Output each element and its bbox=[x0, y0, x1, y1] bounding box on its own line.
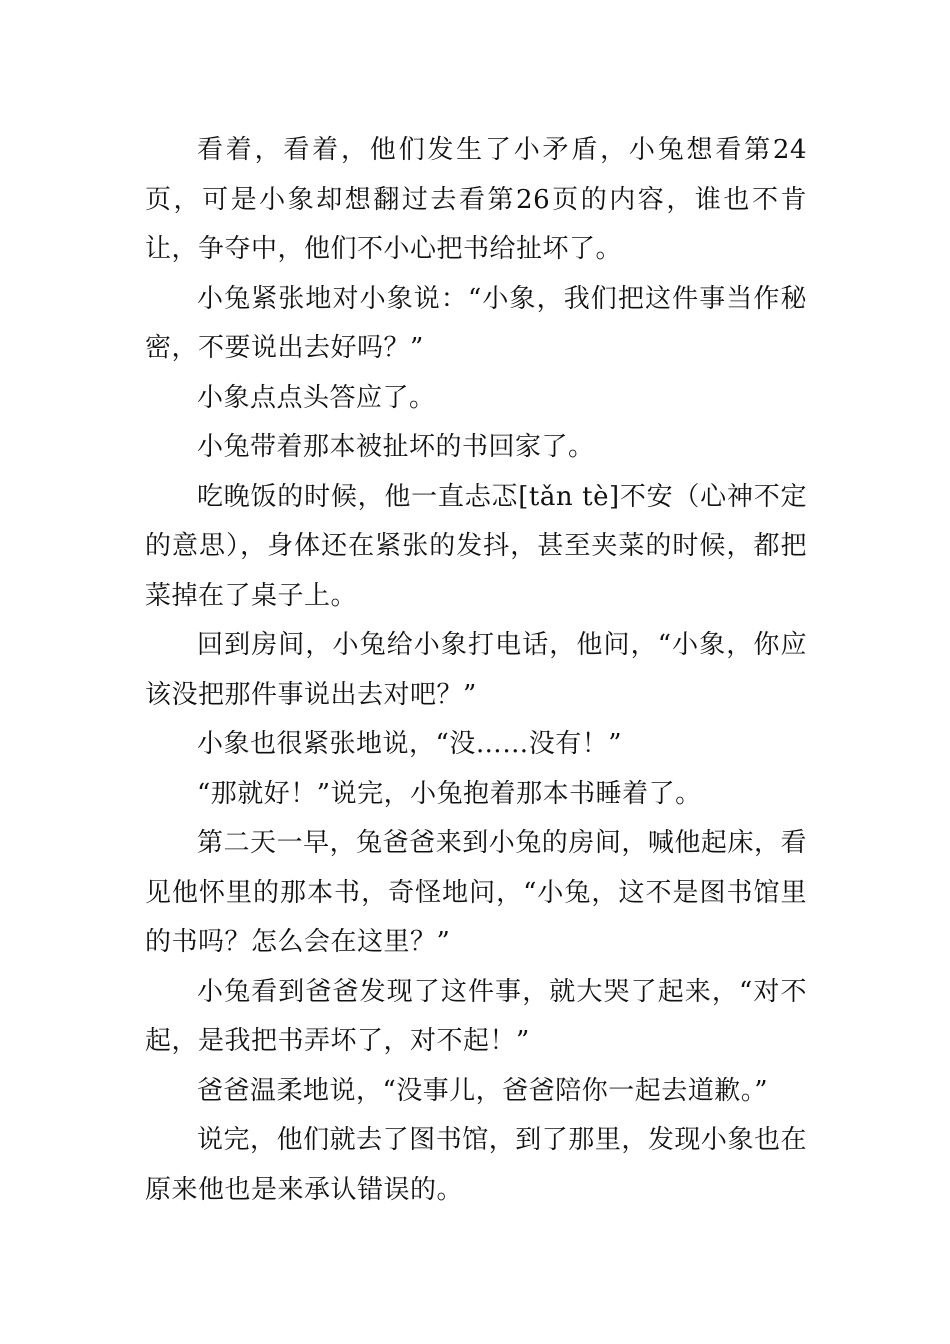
paragraph: 第二天一早，兔爸爸来到小兔的房间，喊他起床，看见他怀里的那本书，奇怪地问，“小兔，这不是图书馆里的书吗？怎么会在这里？” bbox=[145, 828, 807, 957]
story-body bbox=[145, 126, 807, 1215]
paragraph: 回到房间，小兔给小象打电话，他问，“小象，你应该没把那件事说出去对吧？” bbox=[145, 630, 807, 710]
paragraph: 看着，看着，他们发生了小矛盾，小兔想看第24页，可是小象却想翻过去看第26页的内容，谁也不肯让，争夺中，他们不小心把书给扯坏了。 bbox=[145, 135, 807, 264]
paragraph: 吃晚饭的时候，他一直忐忑[tǎn tè]不安（心神不定的意思），身体还在紧张的发抖，甚至夹菜的时候，都把菜掉在了桌子上。 bbox=[145, 481, 807, 611]
paragraph: 小兔带着那本被扯坏的书回家了。 bbox=[197, 432, 595, 462]
paragraph: “那就好！”说完，小兔抱着那本书睡着了。 bbox=[197, 778, 702, 809]
paragraph: 小兔看到爸爸发现了这件事，就大哭了起来，“对不起，是我把书弄坏了，对不起！” bbox=[145, 976, 807, 1056]
paragraph: 小象点点头答应了。 bbox=[197, 382, 436, 413]
paragraph: 小象也很紧张地说，“没……没有！” bbox=[197, 729, 623, 759]
paragraph: 说完，他们就去了图书馆，到了那里，发现小象也在原来他也是来承认错误的。 bbox=[145, 1125, 807, 1205]
paragraph: 爸爸温柔地说，“没事儿，爸爸陪你一起去道歉。” bbox=[197, 1075, 769, 1106]
paragraph: 小兔紧张地对小象说：“小象，我们把这件事当作秘密，不要说出去好吗？” bbox=[145, 283, 807, 363]
